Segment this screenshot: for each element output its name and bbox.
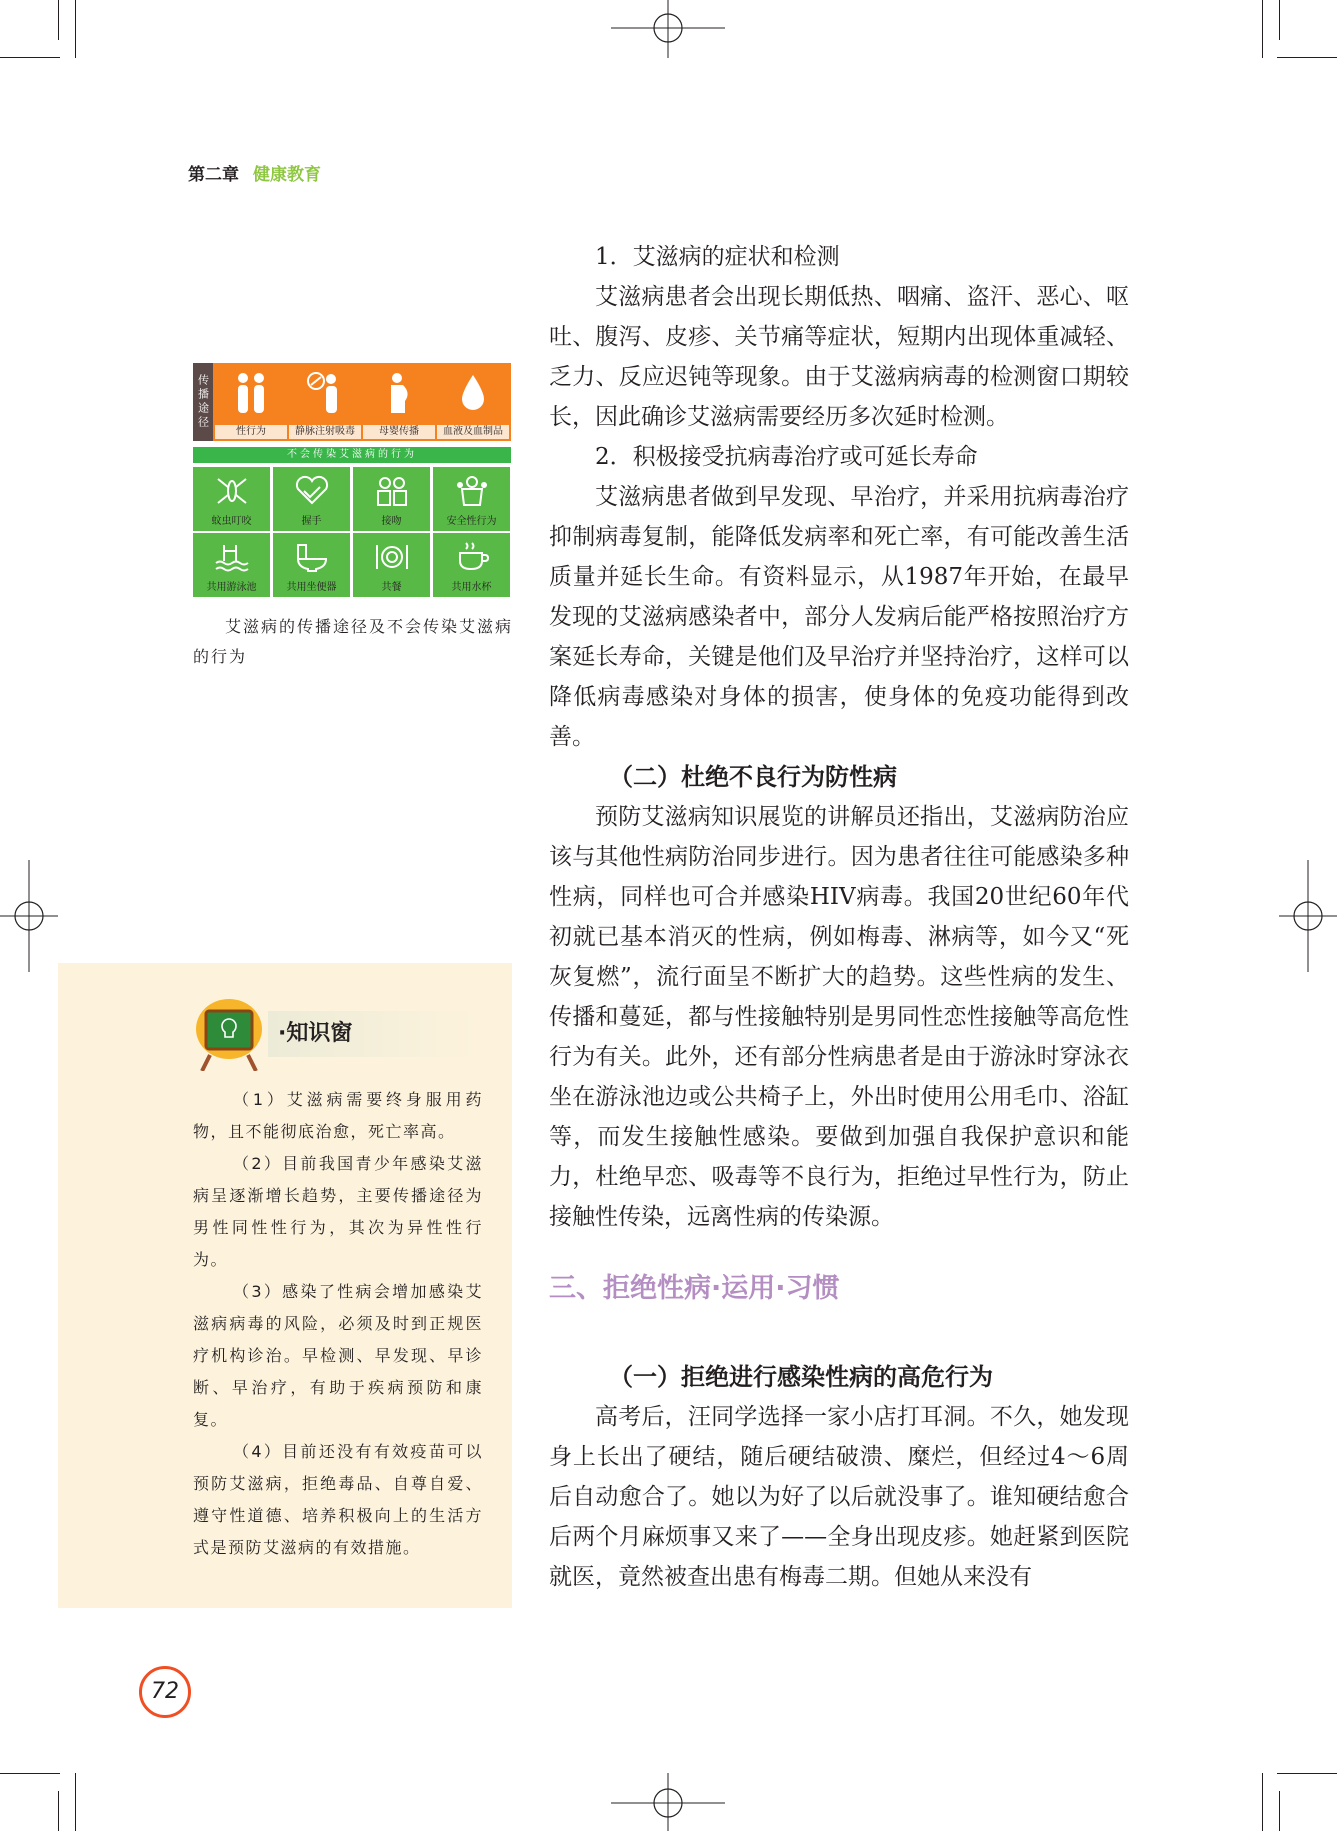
route-blood-products — [437, 363, 509, 441]
route-sexual-behavior — [215, 363, 287, 441]
plate-cutlery-icon — [353, 537, 430, 577]
subheading-treatment: 2．积极接受抗病毒治疗或可延长寿命 — [595, 444, 978, 470]
chapter-label: 第二章 — [188, 165, 239, 185]
mosquito-icon — [193, 471, 270, 511]
route-drug-injection — [289, 363, 361, 441]
registration-mark-top — [611, 0, 725, 58]
no-risk-shared-cup — [433, 533, 510, 597]
no-risk-label: 共用水杯 — [451, 582, 492, 593]
route-mother-to-child — [363, 363, 435, 441]
route-label: 静脉注射吸毒 — [289, 425, 361, 439]
syringe-person-icon — [289, 369, 361, 417]
running-header — [188, 160, 321, 185]
no-risk-toilet — [273, 533, 350, 597]
toilet-icon — [273, 537, 350, 577]
transmission-routes-label: 传播途径 — [193, 363, 213, 441]
route-label: 性行为 — [215, 425, 287, 439]
paragraph: 高考后，汪同学选择一家小店打耳洞。不久，她发现身上长出了硬结，随后硬结破溃、糜烂，但经过4～6周后自动愈合了。她以为好了以后就没事了。谁知硬结愈合后两个月麻烦事又来了——全身出现皮疹。她赶紧到医院就医，竟然被查出患有梅毒二期。但她从来没有 — [549, 1404, 1129, 1590]
registration-mark-right — [1279, 860, 1337, 972]
figure-caption: 艾滋病的传播途径及不会传染艾滋病的行为 — [193, 617, 514, 666]
no-risk-label: 共用坐便器 — [286, 582, 337, 593]
subheading-symptoms: 1．艾滋病的症状和检测 — [595, 244, 840, 270]
no-transmission-title: 不会传染艾滋病的行为 — [193, 447, 511, 463]
pregnant-woman-icon — [363, 369, 435, 417]
knowledge-window-items — [193, 1084, 483, 1564]
part-heading: 三、拒绝性病·运用·习惯 — [549, 1273, 840, 1304]
knowledge-item: （2）目前我国青少年感染艾滋病呈逐渐增长趋势，主要传播途径为男性同性性行为，其次为异性性行为。 — [193, 1154, 483, 1269]
registration-mark-left — [0, 860, 58, 972]
blood-drop-icon — [437, 369, 509, 417]
knowledge-window-title: ·知识窗 — [268, 1011, 478, 1057]
swimming-pool-icon — [193, 537, 270, 577]
no-risk-shared-meal — [353, 533, 430, 597]
no-risk-label: 接吻 — [381, 516, 402, 527]
no-risk-kissing — [353, 467, 430, 531]
no-risk-handshake — [273, 467, 350, 531]
couple-icon — [215, 369, 287, 417]
no-risk-label: 蚊虫叮咬 — [211, 516, 252, 527]
no-risk-mosquito — [193, 467, 270, 531]
page-number: 72 — [139, 1666, 191, 1718]
no-risk-label: 安全性行为 — [446, 516, 497, 527]
cup-icon — [433, 537, 510, 577]
transmission-routes-panel — [193, 363, 511, 441]
knowledge-item: （3）感染了性病会增加感染艾滋病病毒的风险，必须及时到正规医疗机构诊治。早检测、早发现、早诊断、早治疗，有助于疾病预防和康复。 — [193, 1282, 483, 1429]
handshake-icon — [273, 471, 350, 511]
route-label: 母婴传播 — [363, 425, 435, 439]
main-text-column — [549, 237, 1129, 1597]
knowledge-item: （1）艾滋病需要终身服用药物，且不能彻底治愈，死亡率高。 — [193, 1090, 483, 1141]
section-label: 健康教育 — [253, 165, 321, 185]
knowledge-window-box — [58, 963, 512, 1608]
no-risk-safe-sex — [433, 467, 510, 531]
no-risk-label: 共餐 — [381, 582, 402, 593]
kissing-icon — [353, 471, 430, 511]
shield-person-icon — [433, 471, 510, 511]
registration-mark-bottom — [611, 1773, 725, 1831]
section-heading: （一）拒绝进行感染性病的高危行为 — [609, 1362, 993, 1391]
section-heading: （二）杜绝不良行为防性病 — [609, 762, 897, 791]
hiv-transmission-infographic — [193, 363, 511, 599]
paragraph: 艾滋病患者会出现长期低热、咽痛、盗汗、恶心、呕吐、腹泻、皮疹、关节痛等症状，短期内出现体重减轻、乏力、反应迟钝等现象。由于艾滋病病毒的检测窗口期较长，因此确诊艾滋病需要经历多次延时检测。 — [549, 284, 1129, 430]
no-risk-label: 共用游泳池 — [206, 582, 257, 593]
route-label: 血液及血制品 — [437, 425, 509, 439]
no-risk-swimming-pool — [193, 533, 270, 597]
knowledge-item: （4）目前还没有有效疫苗可以预防艾滋病，拒绝毒品、自尊自爱、遵守性道德、培养积极向上的生活方式是预防艾滋病的有效措施。 — [193, 1442, 483, 1557]
paragraph: 预防艾滋病知识展览的讲解员还指出，艾滋病防治应该与其他性病防治同步进行。因为患者往往可能感染多种性病，同样也可合并感染HIV病毒。我国20世纪60年代初就已基本消灭的性病，例如梅毒、淋病等，如今又“死灰复燃”，流行面呈不断扩大的趋势。这些性病的发生、传播和蔓延，都与性接触特别是男同性恋性接触等高危性行为有关。此外，还有部分性病患者是由于游泳时穿泳衣坐在游泳池边或公共椅子上，外出时使用公用毛巾、浴缸等，而发生接触性感染。要做到加强自我保护意识和能力，杜绝早恋、吸毒等不良行为，拒绝过早性行为，防止接触性传染，远离性病的传染源。 — [549, 804, 1129, 1230]
chalkboard-icon — [196, 999, 262, 1071]
no-risk-label: 握手 — [301, 516, 322, 527]
paragraph: 艾滋病患者做到早发现、早治疗，并采用抗病毒治疗抑制病毒复制，能降低发病率和死亡率，有可能改善生活质量并延长生命。有资料显示，从1987年开始，在最早发现的艾滋病感染者中，部分人发病后能严格按照治疗方案延长寿命，关键是他们及早治疗并坚持治疗，这样可以降低病毒感染对身体的损害，使身体的免疫功能得到改善。 — [549, 484, 1129, 750]
